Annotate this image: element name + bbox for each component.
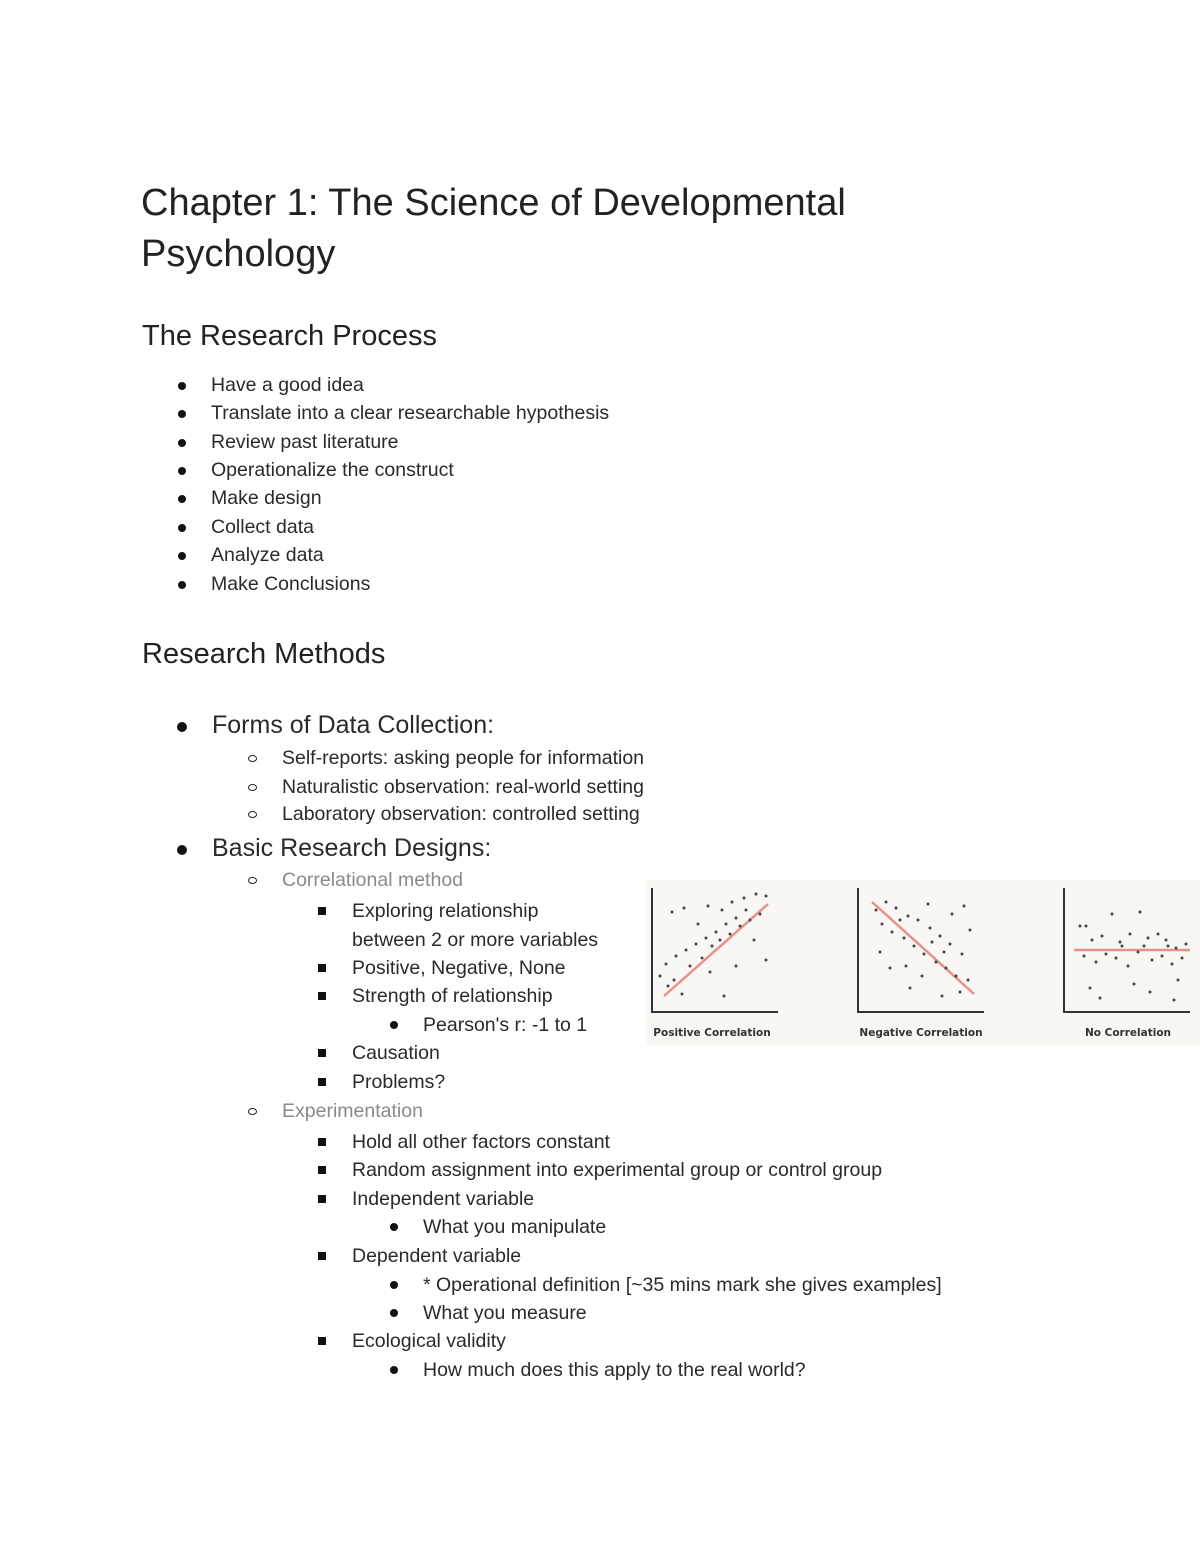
square-bullet-icon xyxy=(318,992,326,1000)
list-item: Random assignment into experimental group or control group xyxy=(352,1159,883,1181)
square-bullet-icon xyxy=(318,1078,326,1086)
list-item: Ecological validity xyxy=(352,1330,506,1352)
square-bullet-icon xyxy=(318,1195,326,1203)
bullet-icon xyxy=(178,524,186,532)
heading-research-methods: Research Methods xyxy=(142,638,386,670)
list-item: Positive, Negative, None xyxy=(352,957,566,979)
list-item: Pearson's r: -1 to 1 xyxy=(423,1014,588,1036)
list-item: Translate into a clear researchable hypothesis xyxy=(211,402,610,424)
list-item: Make design xyxy=(211,487,322,509)
circle-bullet-icon xyxy=(248,784,257,791)
square-bullet-icon xyxy=(318,907,326,915)
square-bullet-icon xyxy=(318,964,326,972)
bullet-icon xyxy=(177,845,187,855)
bullet-icon xyxy=(178,581,186,589)
bullet-icon xyxy=(178,439,186,447)
list-item: Have a good idea xyxy=(211,374,364,396)
correlation-figure xyxy=(646,880,1200,1046)
negative-correlation-plot xyxy=(858,888,984,1012)
bullet-icon xyxy=(390,1366,398,1374)
positive-correlation-plot xyxy=(652,888,778,1012)
bullet-icon xyxy=(390,1223,398,1231)
list-item: Hold all other factors constant xyxy=(352,1131,610,1153)
list-item: What you measure xyxy=(423,1302,587,1324)
bullet-icon xyxy=(390,1281,398,1289)
bullet-icon xyxy=(178,410,186,418)
list-item: Independent variable xyxy=(352,1188,535,1210)
list-item: Operationalize the construct xyxy=(211,459,454,481)
title-line-2: Psychology xyxy=(141,233,336,275)
correlation-scatterplots xyxy=(646,880,1200,1046)
no-correlation-plot xyxy=(1064,888,1190,1012)
caption-none: No Correlation xyxy=(1084,1027,1172,1039)
circle-bullet-icon xyxy=(248,755,257,762)
bullet-icon xyxy=(178,382,186,390)
square-bullet-icon xyxy=(318,1337,326,1345)
list-item: Analyze data xyxy=(211,544,324,566)
list-item: Laboratory observation: controlled setting xyxy=(282,803,640,825)
scatter-points xyxy=(1079,911,1188,1002)
bullet-icon xyxy=(390,1309,398,1317)
circle-bullet-icon xyxy=(248,877,257,884)
list-item: What you manipulate xyxy=(423,1216,607,1238)
forms-label: Forms of Data Collection: xyxy=(212,711,495,739)
bullet-icon xyxy=(178,552,186,560)
list-item: Naturalistic observation: real-world setting xyxy=(282,776,644,798)
heading-research-process: The Research Process xyxy=(142,320,437,352)
designs-label: Basic Research Designs: xyxy=(212,834,492,862)
scatter-points xyxy=(659,893,768,998)
list-item: Exploring relationship xyxy=(352,900,539,922)
list-item: Make Conclusions xyxy=(211,573,371,595)
square-bullet-icon xyxy=(318,1049,326,1057)
square-bullet-icon xyxy=(318,1252,326,1260)
list-item-continuation: between 2 or more variables xyxy=(352,929,599,951)
list-item: * Operational definition [~35 mins mark she gives examples] xyxy=(423,1274,942,1296)
list-item: Review past literature xyxy=(211,431,399,453)
circle-bullet-icon xyxy=(248,1108,257,1115)
list-item: How much does this apply to the real world? xyxy=(423,1359,806,1381)
caption-negative: Negative Correlation xyxy=(859,1027,983,1039)
page-title xyxy=(141,178,846,280)
square-bullet-icon xyxy=(318,1138,326,1146)
bullet-icon xyxy=(178,467,186,475)
list-item: Causation xyxy=(352,1042,440,1064)
title-line-1: Chapter 1: The Science of Developmental xyxy=(141,182,846,224)
correlational-label: Correlational method xyxy=(282,869,464,891)
caption-positive: Positive Correlation xyxy=(653,1027,771,1039)
list-item: Strength of relationship xyxy=(352,985,553,1007)
square-bullet-icon xyxy=(318,1166,326,1174)
list-item: Dependent variable xyxy=(352,1245,522,1267)
experimentation-label: Experimentation xyxy=(282,1100,423,1122)
trend-line xyxy=(664,904,768,996)
bullet-icon xyxy=(390,1021,398,1029)
list-item: Collect data xyxy=(211,516,314,538)
bullet-icon xyxy=(178,495,186,503)
circle-bullet-icon xyxy=(248,811,257,818)
list-item: Self-reports: asking people for information xyxy=(282,747,645,769)
list-item: Problems? xyxy=(352,1071,446,1093)
bullet-icon xyxy=(177,722,187,732)
trend-line xyxy=(872,902,974,994)
